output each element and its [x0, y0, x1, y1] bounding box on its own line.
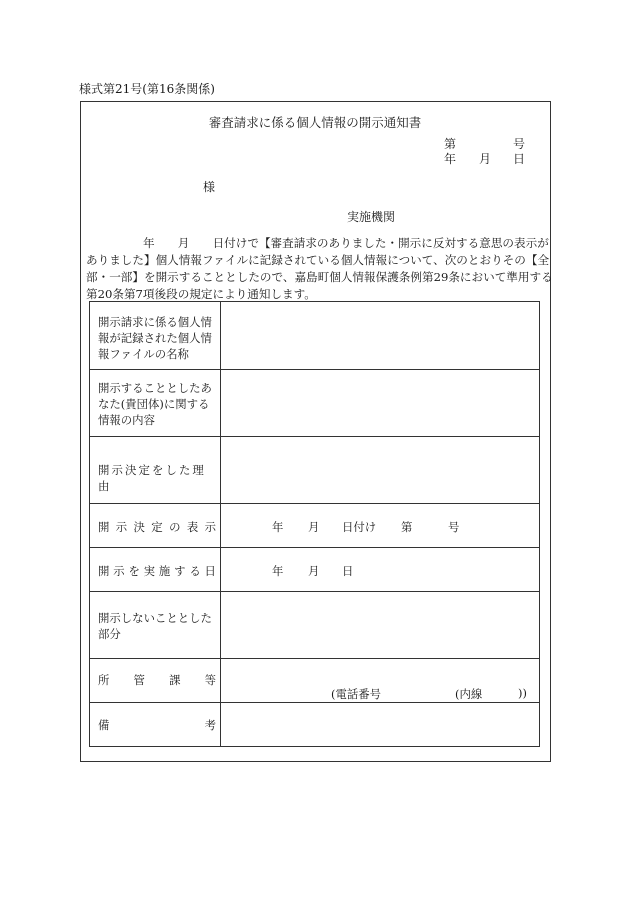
disclosure-date-label: 開 示 を 実 施 す る 日	[98, 564, 216, 578]
closing-parentheses: ))	[518, 686, 527, 700]
decision-number-prefix: 第	[401, 520, 413, 534]
body-line-1: 年 月 日付けで【審査請求のありました・開示に反対する意思の表示が	[143, 236, 549, 250]
file-name-label: 開示請求に係る個人情 報が記録された個人情 報ファイルの名称	[98, 315, 212, 361]
decision-label: 開 示 決 定 の 表 示	[98, 520, 216, 534]
row-remarks	[90, 702, 539, 747]
decision-month: 月	[308, 520, 320, 534]
row-info-content	[90, 369, 539, 437]
disclosure-month: 月	[308, 564, 320, 578]
body-line-3: 部・一部】を開示することとしたので、嘉島町個人情報保護条例第29条において準用する	[86, 270, 553, 284]
row-non-disclosed	[90, 591, 539, 659]
number-suffix: 号	[513, 137, 526, 151]
row-reason	[90, 436, 539, 504]
disclosure-day: 日	[342, 564, 354, 578]
date-day: 日	[513, 152, 526, 166]
info-content-label: 開示することとしたあ なた(貴団体)に関する 情報の内容	[98, 381, 212, 427]
disclosure-year: 年	[272, 564, 284, 578]
issuing-agency: 実施機関	[347, 210, 396, 224]
form-number: 様式第21号(第16条関係)	[79, 82, 215, 96]
document-title: 審査請求に係る個人情報の開示通知書	[208, 115, 422, 130]
extension-label: (内線	[455, 687, 483, 701]
addressee-honorific: 様	[203, 180, 216, 194]
row-department	[90, 658, 539, 703]
department-label: 所 管 課 等	[98, 673, 216, 687]
row-decision	[90, 503, 539, 548]
disclosure-table	[89, 301, 540, 747]
decision-dated: 日付け	[342, 520, 377, 534]
row-file-name	[90, 302, 539, 369]
number-prefix: 第	[444, 137, 457, 151]
body-line-2: ありました】個人情報ファイルに記録されている個人情報について、次のとおりその【全	[86, 253, 550, 267]
row-disclosure-date	[90, 547, 539, 592]
phone-number-label: (電話番号	[331, 687, 382, 701]
non-disclosed-label: 開示しないこととした 部分	[98, 611, 212, 641]
remarks-label: 備 考	[98, 718, 216, 732]
reason-label: 開示決定をした理由	[98, 463, 206, 493]
decision-number-suffix: 号	[448, 520, 460, 534]
body-line-4: 第20条第7項後段の規定により通知します。	[86, 287, 316, 301]
date-month: 月	[479, 152, 492, 166]
decision-year: 年	[272, 520, 284, 534]
date-year: 年	[444, 152, 457, 166]
notice-body	[86, 235, 553, 303]
